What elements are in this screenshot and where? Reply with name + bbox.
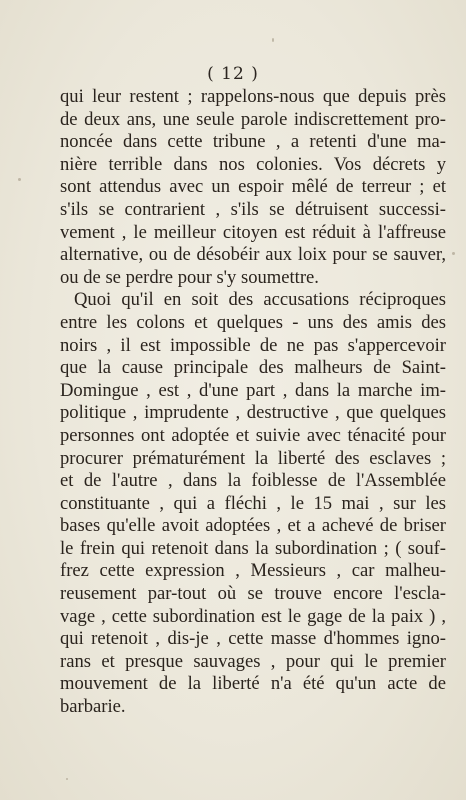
text-line: bases qu'elle avoit adoptées , et a achevé de briser xyxy=(60,515,446,537)
text-line: procurer prématurément la liberté des esclaves ; xyxy=(60,447,446,469)
text-line: constituante , qui a fléchi , le 15 mai , sur les xyxy=(60,492,446,514)
text-line: mouvement de la liberté n'a été qu'un acte de xyxy=(60,673,446,695)
text-line: entre les colons et quelques - uns des amis des xyxy=(60,311,446,333)
text-line: sont attendus avec un espoir mêlé de terreur ; et xyxy=(60,176,446,198)
text-line: qui retenoit , dis-je , cette masse d'hommes igno- xyxy=(60,628,446,650)
page-number: ( 12 ) xyxy=(207,64,259,84)
text-line: reusement par-tout où se trouve encore l'escla- xyxy=(60,583,446,605)
text-line: que la cause principale des malheurs de Saint- xyxy=(60,357,446,379)
paper-speck xyxy=(272,38,274,42)
paragraph-2 xyxy=(60,289,446,718)
text-line: nière terrible dans nos colonies. Vos décrets y xyxy=(60,153,446,175)
body-text xyxy=(60,86,446,719)
text-line: noncée dans cette tribune , a retenti d'une ma- xyxy=(60,131,446,153)
text-line: ou de se perdre pour s'y soumettre. xyxy=(60,266,319,288)
paper-speck xyxy=(452,252,455,255)
text-line: qui leur restent ; rappelons-nous que depuis près xyxy=(60,86,446,107)
text-line: le frein qui retenoit dans la subordination ; ( souf- xyxy=(60,537,446,559)
paper-speck xyxy=(18,178,21,181)
text-line: barbarie. xyxy=(60,696,126,718)
text-line: noirs , il est impossible de ne pas s'appercevoir xyxy=(60,334,446,356)
text-line: politique , imprudente , destructive , que quelques xyxy=(60,402,446,424)
text-line: alternative, ou de désobéir aux loix pour se sauver, xyxy=(60,244,446,266)
text-line: frez cette expression , Messieurs , car malheu- xyxy=(60,560,446,582)
text-line: et de l'autre , dans la foiblesse de l'Assemblée xyxy=(60,470,446,492)
text-line: s'ils se contrarient , s'ils se détruisent successi- xyxy=(60,198,446,220)
paragraph-1 xyxy=(60,86,446,289)
text-line: rans et presque sauvages , pour qui le premier xyxy=(60,650,446,672)
text-line: vage , cette subordination est le gage de la paix ) , xyxy=(60,605,446,627)
text-line: Quoi qu'il en soit des accusations réciproques xyxy=(74,289,446,311)
paper-speck xyxy=(66,778,68,780)
text-line: Domingue , est , d'une part , dans la marche im- xyxy=(60,379,446,401)
text-line: personnes ont adoptée et suivie avec ténacité pour xyxy=(60,424,446,446)
text-line: vement , le meilleur citoyen est réduit à l'affreuse xyxy=(60,221,446,243)
text-line: de deux ans, une seule parole indiscrettement pro- xyxy=(60,108,446,130)
